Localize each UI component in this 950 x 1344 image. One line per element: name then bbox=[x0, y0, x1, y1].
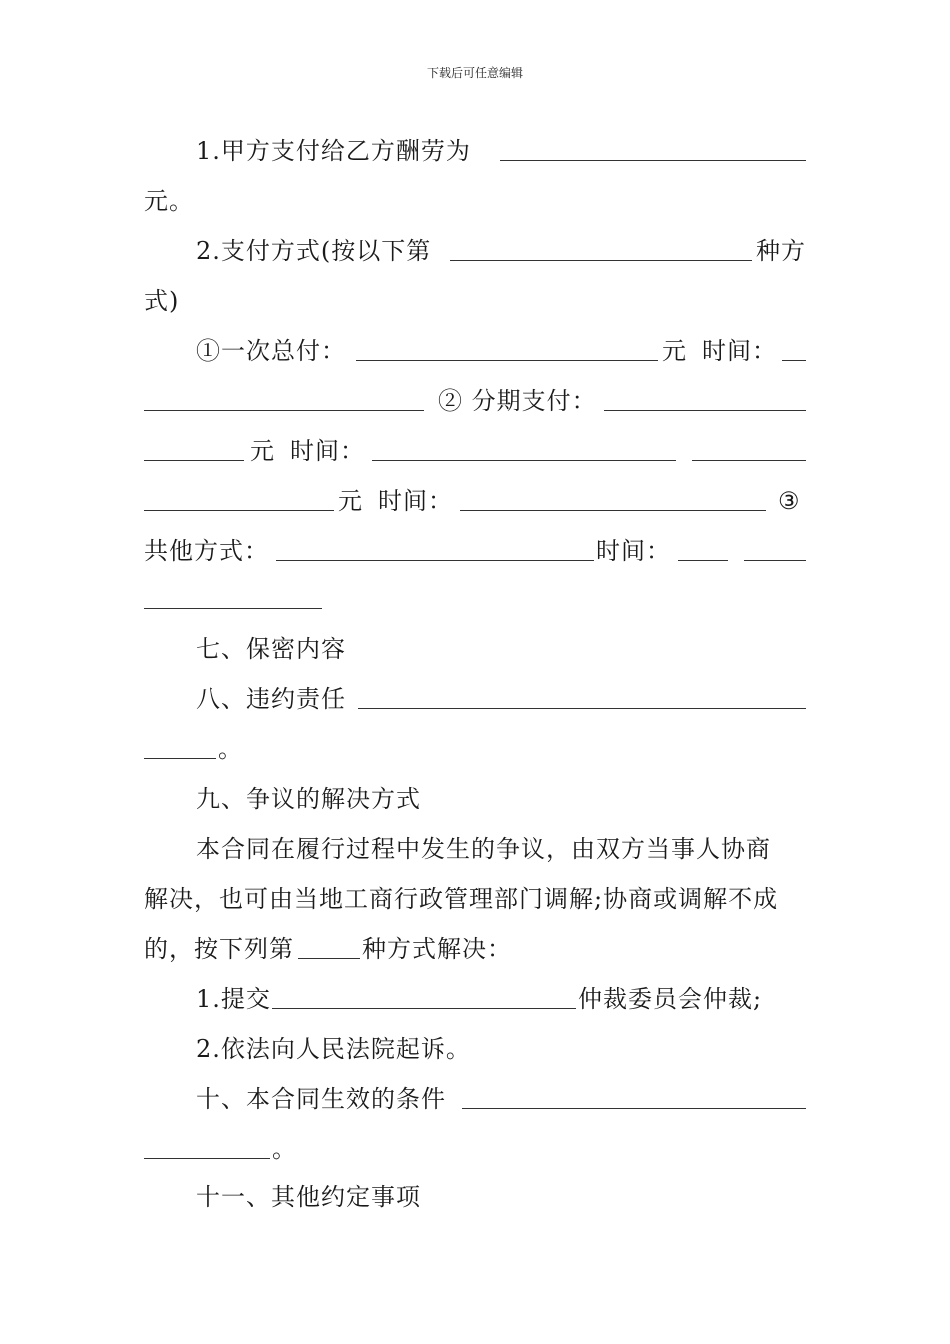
inst1-time-blank bbox=[372, 460, 676, 461]
inst1-time-label: 时间： bbox=[290, 437, 365, 465]
other-marker: ③ bbox=[778, 487, 801, 515]
section-7-heading: 七、保密内容 bbox=[196, 635, 346, 663]
inst2-yuan: 元 bbox=[338, 487, 363, 515]
one-time-time-blank bbox=[782, 360, 806, 361]
breach-blank-cont bbox=[144, 758, 216, 759]
section-8-end: 。 bbox=[218, 735, 243, 763]
other-time-blank-1 bbox=[678, 560, 728, 561]
one-time-time-label: 时间： bbox=[702, 337, 777, 365]
one-time-time-blank-cont bbox=[144, 410, 424, 411]
effective-condition-blank bbox=[462, 1108, 806, 1109]
pay-method-blank bbox=[450, 260, 752, 261]
section-9-para-line-3b: 种方式解决： bbox=[362, 935, 512, 963]
other-method-blank bbox=[276, 560, 594, 561]
section-9-para-line-2: 解决，也可由当地工商行政管理部门调解;协商或调解不成 bbox=[144, 885, 779, 913]
breach-blank bbox=[358, 708, 806, 709]
section-11-heading: 十一、其他约定事项 bbox=[196, 1183, 421, 1211]
arbitration-blank bbox=[272, 1008, 576, 1009]
installment-blank bbox=[604, 410, 806, 411]
effective-condition-blank-cont bbox=[144, 1158, 270, 1159]
other-time-blank-cont bbox=[144, 608, 322, 609]
inst2-time-blank bbox=[460, 510, 766, 511]
section-8-heading: 八、违约责任 bbox=[196, 685, 346, 713]
inst2-time-label: 时间： bbox=[378, 487, 453, 515]
section-9-para-line-1: 本合同在履行过程中发生的争议，由双方当事人协商 bbox=[196, 835, 771, 863]
section-10-end: 。 bbox=[272, 1135, 297, 1163]
section-9-para-line-3a: 的，按下列第 bbox=[144, 935, 294, 963]
other-time-label: 时间： bbox=[596, 537, 671, 565]
dispute-method-blank bbox=[298, 958, 360, 959]
pay-method-mid: 种方 bbox=[756, 237, 806, 265]
pay-amount-blank bbox=[500, 160, 806, 161]
inst1-yuan: 元 bbox=[250, 437, 275, 465]
pay-method-label: 2.支付方式(按以下第 bbox=[196, 237, 432, 265]
pay-amount-label: 1.甲方支付给乙方酬劳为 bbox=[196, 137, 471, 165]
option-1-suffix: 仲裁委员会仲裁; bbox=[578, 985, 763, 1013]
pay-amount-unit: 元。 bbox=[144, 187, 194, 215]
option-2: 2.依法向人民法院起诉。 bbox=[196, 1035, 471, 1063]
inst2-amount-blank-cont bbox=[144, 510, 334, 511]
section-10-heading: 十、本合同生效的条件 bbox=[196, 1085, 446, 1113]
inst2-amount-blank bbox=[692, 460, 806, 461]
one-time-label: ①一次总付： bbox=[196, 337, 346, 365]
one-time-yuan: 元 bbox=[662, 337, 687, 365]
one-time-amount-blank bbox=[356, 360, 658, 361]
installment-label: ② 分期支付： bbox=[438, 387, 597, 415]
page-header: 下载后可任意编辑 bbox=[426, 66, 523, 80]
other-label: 共他方式： bbox=[144, 537, 269, 565]
option-1-prefix: 1.提交 bbox=[196, 985, 271, 1013]
other-time-blank-2 bbox=[744, 560, 806, 561]
section-9-heading: 九、争议的解决方式 bbox=[196, 785, 421, 813]
pay-method-end: 式) bbox=[144, 287, 180, 315]
inst1-amount-blank bbox=[144, 460, 244, 461]
